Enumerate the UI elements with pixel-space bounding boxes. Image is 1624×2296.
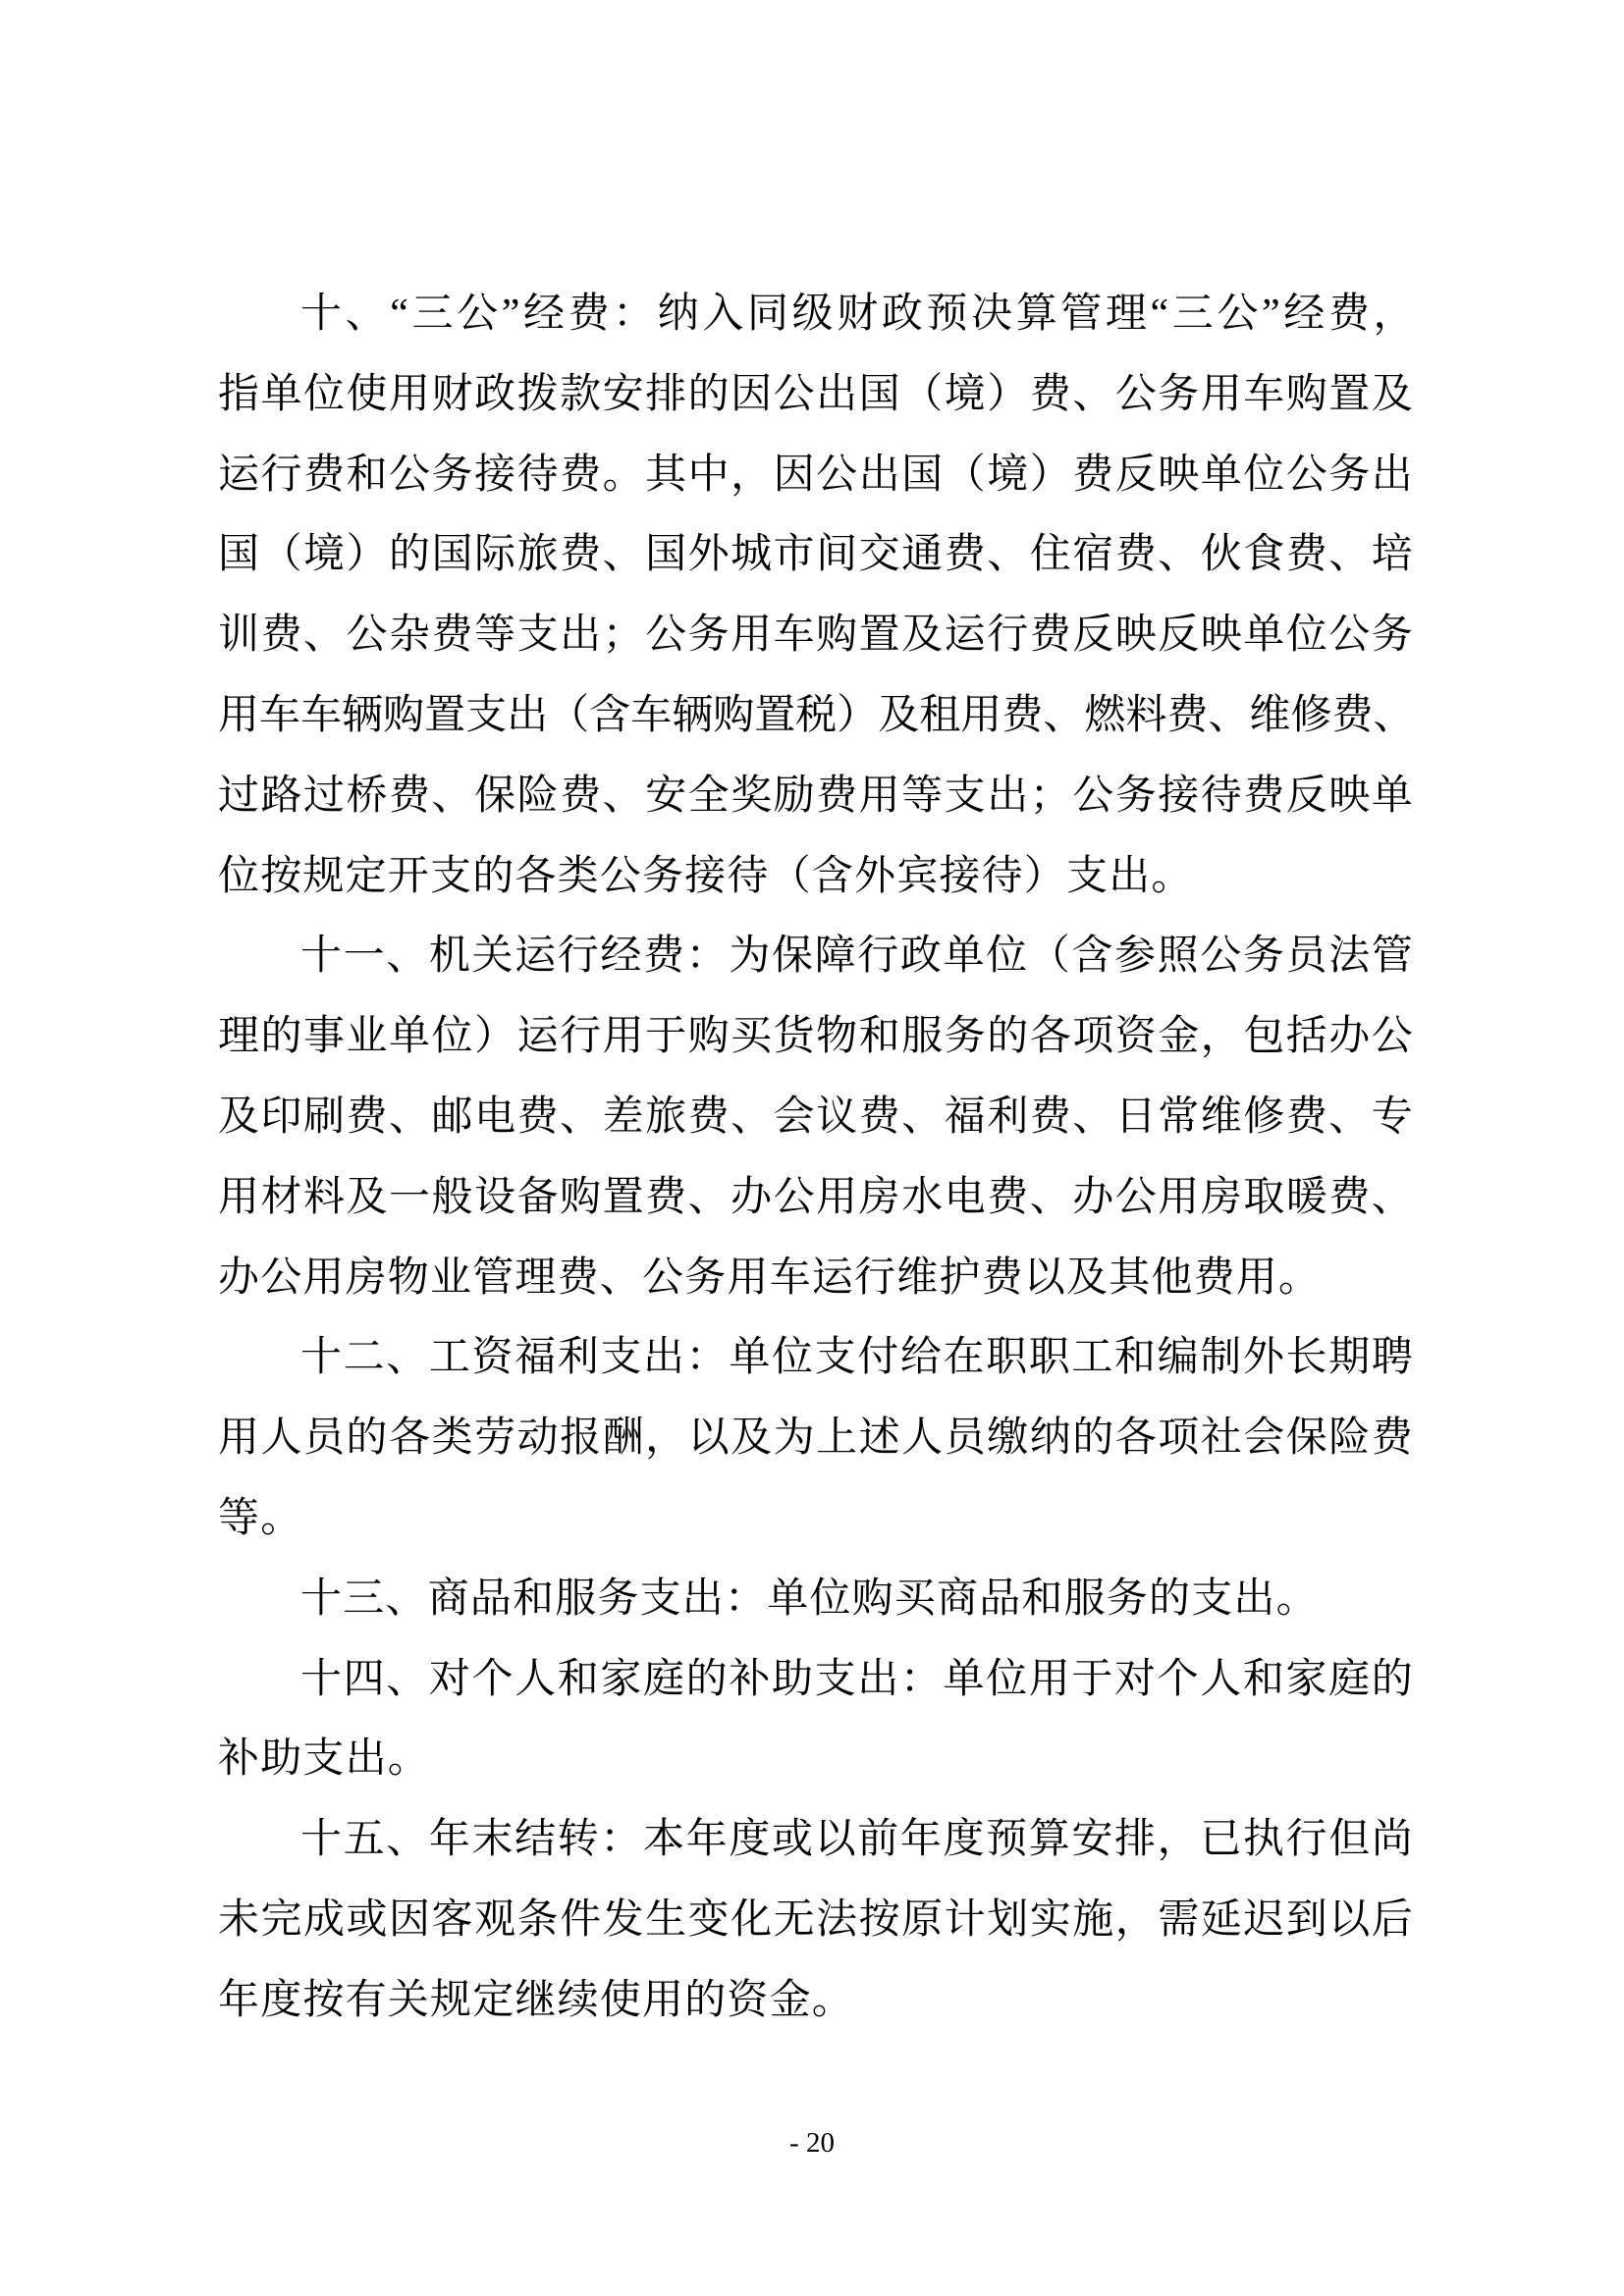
text-line: 十五、年末结转：本年度或以前年度预算安排，已执行但尚 bbox=[300, 1817, 1414, 1863]
text-line: 十四、对个人和家庭的补助支出：单位用于对个人和家庭的 bbox=[300, 1656, 1414, 1702]
text-line: 指单位使用财政拨款安排的因公出国（境）费、公务用车购置及 bbox=[218, 371, 1414, 417]
text-line: 位按规定开支的各类公务接待（含外宾接待）支出。 bbox=[218, 853, 1194, 899]
text-line: 运行费和公务接待费。其中，因公出国（境）费反映单位公务出 bbox=[218, 452, 1414, 498]
text-line: 用车车辆购置支出（含车辆购置税）及租用费、燃料费、维修费、 bbox=[218, 692, 1414, 738]
text-line: 年度按有关规定继续使用的资金。 bbox=[218, 1977, 855, 2023]
page-number: - 20 bbox=[789, 2127, 835, 2159]
text-line: 十三、商品和服务支出：单位购买商品和服务的支出。 bbox=[300, 1575, 1319, 1622]
text-line: 等。 bbox=[218, 1495, 303, 1541]
text-line: 补助支出。 bbox=[218, 1736, 431, 1783]
document-body bbox=[218, 275, 1414, 2042]
text-line: 训费、公杂费等支出；公务用车购置及运行费反映反映单位公务 bbox=[218, 613, 1414, 659]
text-line: 十二、工资福利支出：单位支付给在职职工和编制外长期聘 bbox=[300, 1335, 1414, 1381]
text-line: 用人员的各类劳动报酬，以及为上述人员缴纳的各项社会保险费 bbox=[218, 1415, 1414, 1462]
text-line: 过路过桥费、保险费、安全奖励费用等支出；公务接待费反映单 bbox=[218, 773, 1414, 819]
text-line: 未完成或因客观条件发生变化无法按原计划实施，需延迟到以后 bbox=[218, 1896, 1414, 1943]
text-line: 国（境）的国际旅费、国外城市间交通费、住宿费、伙食费、培 bbox=[218, 532, 1414, 578]
text-line: 及印刷费、邮电费、差旅费、会议费、福利费、日常维修费、专 bbox=[218, 1094, 1414, 1140]
text-line: 十、“三公”经费：纳入同级财政预决算管理“三公”经费， bbox=[300, 292, 1414, 337]
text-line: 办公用房物业管理费、公务用车运行维护费以及其他费用。 bbox=[218, 1255, 1322, 1301]
text-line: 十一、机关运行经费：为保障行政单位（含参照公务员法管 bbox=[300, 934, 1414, 980]
page-footer bbox=[0, 2123, 1624, 2163]
text-line: 理的事业单位）运行用于购买货物和服务的各项资金，包括办公 bbox=[218, 1014, 1414, 1060]
text-line: 用材料及一般设备购置费、办公用房水电费、办公用房取暖费、 bbox=[218, 1174, 1414, 1220]
